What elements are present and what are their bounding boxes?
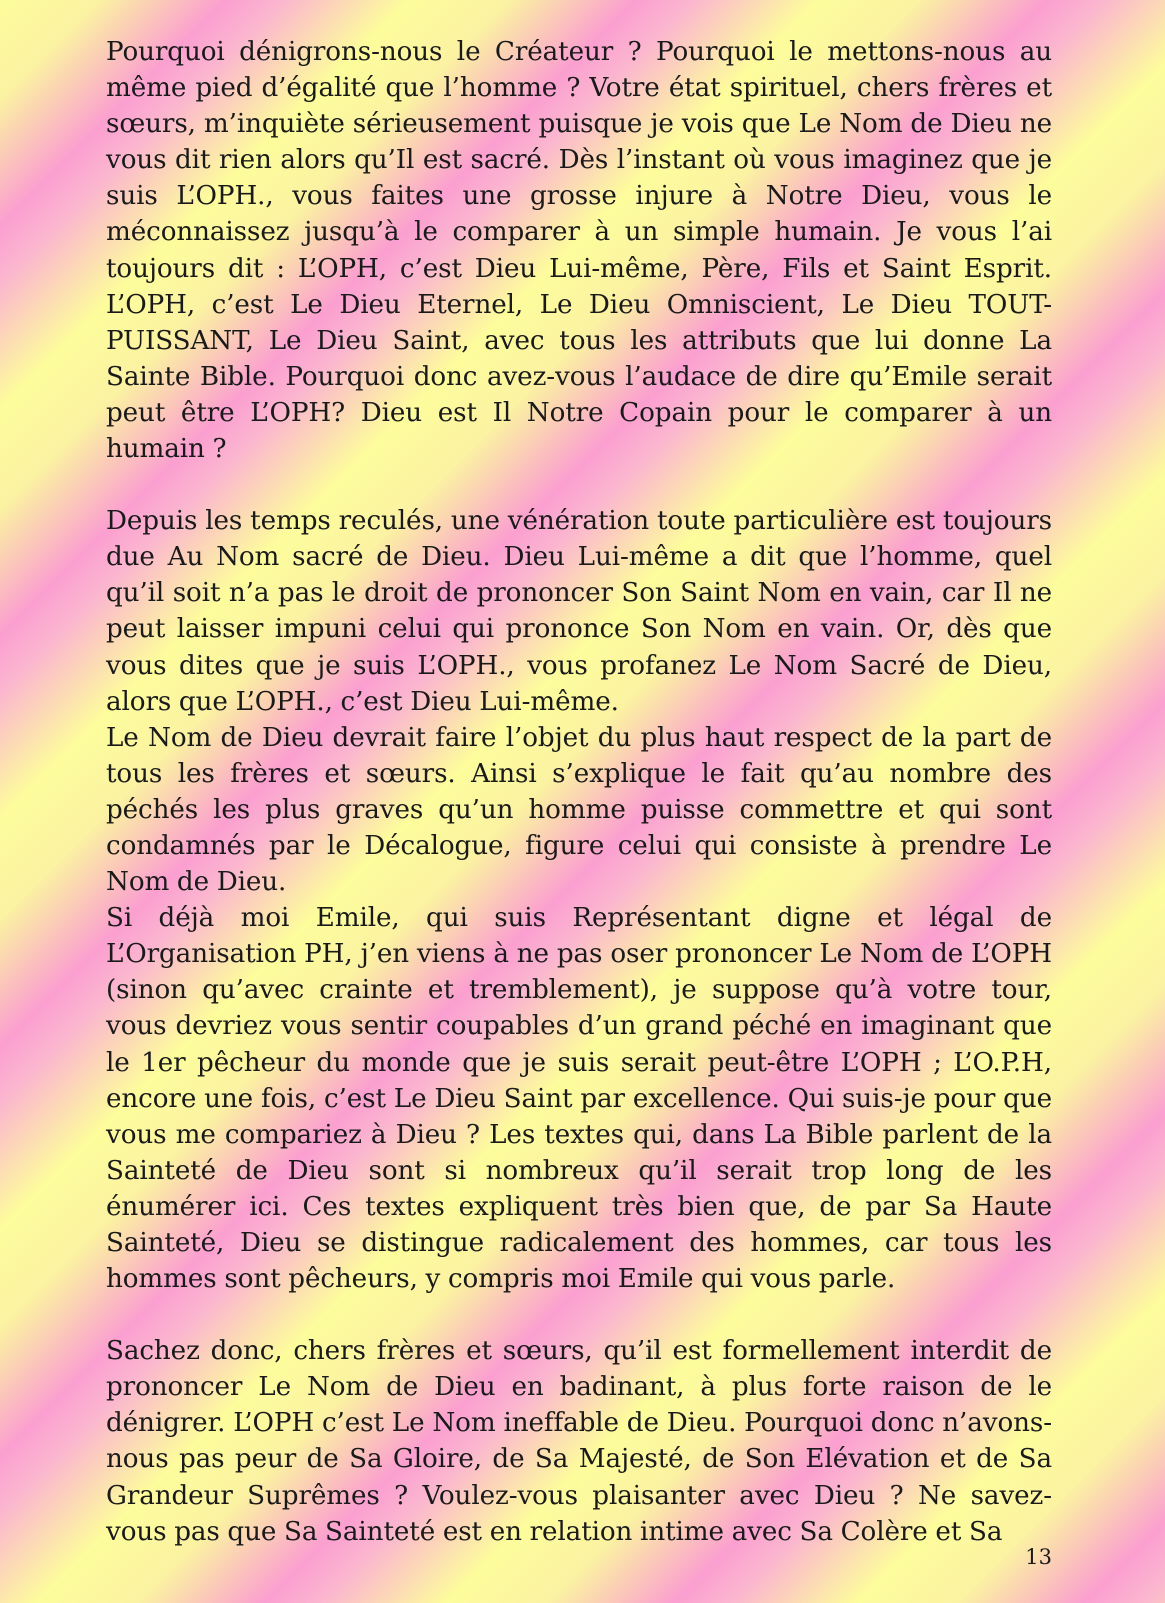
- paragraph-gap: [106, 1297, 1052, 1333]
- paragraph-2: Depuis les temps reculés, une vénération toute particulière est toujours due Au Nom sacré de Dieu. Dieu Lui-même a dit que l’homme, quel qu’il soit n’a pas le droit de prononcer Son Saint Nom en vain, car Il ne peut laisser impuni celui qui prononce Son Nom en vain. Or, dès que vous dites que je suis L’OPH., vous profanez Le Nom Sacré de Dieu, alors que L’OPH., c’est Dieu Lui-même.: [106, 506, 1052, 717]
- paragraph-gap: [106, 467, 1052, 503]
- paragraph-5: Sachez donc, chers frères et sœurs, qu’il est formellement interdit de prononcer Le Nom de Dieu en badinant, à plus forte raison de le dénigrer. L’OPH c’est Le Nom ineffable de Dieu. Pourquoi donc n’avons-nous pas peur de Sa Gloire, de Sa Majesté, de Son Elévation et de Sa Grandeur Suprêmes ? Voulez-vous plaisanter avec Dieu ? Ne savez-vous pas que Sa Sainteté est en relation intime avec Sa Colère et Sa: [106, 1336, 1052, 1547]
- page-body: [106, 34, 1052, 1550]
- paragraph-1: Pourquoi dénigrons-nous le Créateur ? Pourquoi le mettons-nous au même pied d’égalité que l’homme ? Votre état spirituel, chers frères et sœurs, m’inquiète sérieusement puisque je vois que Le Nom de Dieu ne vous dit rien alors qu’Il est sacré. Dès l’instant où vous imaginez que je suis L’OPH., vous faites une grosse injure à Notre Dieu, vous le méconnaissez jusqu’à le comparer à un simple humain. Je vous l’ai toujours dit : L’OPH, c’est Dieu Lui-même, Père, Fils et Saint Esprit. L’OPH, c’est Le Dieu Eternel, Le Dieu Omniscient, Le Dieu TOUT-PUISSANT, Le Dieu Saint, avec tous les attributs que lui donne La Sainte Bible. Pourquoi donc avez-vous l’audace de dire qu’Emile serait peut être L’OPH? Dieu est Il Notre Copain pour le comparer à un humain ?: [106, 37, 1052, 465]
- paragraph-4: Si déjà moi Emile, qui suis Représentant digne et légal de L’Organisation PH, j’en viens à ne pas oser prononcer Le Nom de L’OPH (sinon qu’avec crainte et tremblement), je suppose qu’à votre tour, vous devriez vous sentir coupables d’un grand péché en imaginant que le 1er pêcheur du monde que je suis serait peut-être L’OPH ; L’O.P.H, encore une fois, c’est Le Dieu Saint par excellence. Qui suis-je pour que vous me compariez à Dieu ? Les textes qui, dans La Bible parlent de la Sainteté de Dieu sont si nombreux qu’il serait trop long de les énumérer ici. Ces textes expliquent très bien que, de par Sa Haute Sainteté, Dieu se distingue radicalement des hommes, car tous les hommes sont pêcheurs, y compris moi Emile qui vous parle.: [106, 903, 1052, 1295]
- paragraph-3: Le Nom de Dieu devrait faire l’objet du plus haut respect de la part de tous les frères et sœurs. Ainsi s’explique le fait qu’au nombre des péchés les plus graves qu’un homme puisse commettre et qui sont condamnés par le Décalogue, figure celui qui consiste à prendre Le Nom de Dieu.: [106, 722, 1052, 898]
- page-number: 13: [1025, 1545, 1052, 1569]
